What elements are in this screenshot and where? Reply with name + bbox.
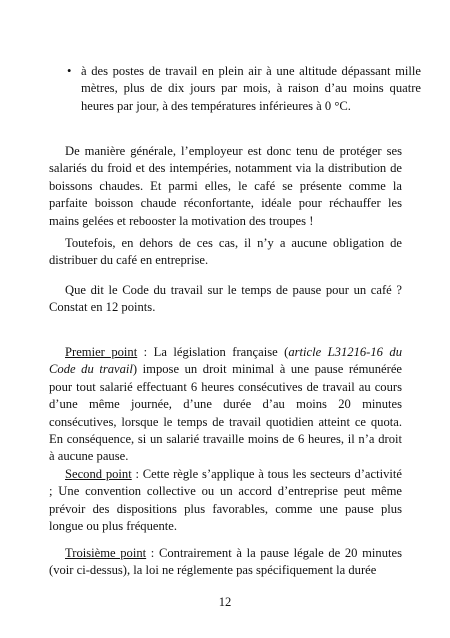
premier-point-label: Premier point: [65, 345, 138, 359]
troisieme-point-text: Contrairement à la pause légale de 20 minutes (voir ci-dessus), la loi ne réglemente pas spécifiquement la durée: [49, 546, 402, 578]
bullet-item: [67, 63, 421, 115]
paragraph-troisieme-point: [49, 545, 402, 580]
premier-point-separator: :: [137, 345, 154, 359]
bullet-marker: •: [67, 64, 72, 78]
paragraph-toutefois: Toutefois, en dehors de ces cas, il n’y a aucune obligation de distribuer du café en entreprise.: [49, 236, 402, 268]
premier-point-text-a: La législation française (: [153, 345, 289, 359]
troisieme-point-separator: :: [146, 546, 159, 560]
paragraph-question: Que dit le Code du travail sur le temps de pause pour un café ? Constat en 12 points.: [49, 283, 402, 315]
paragraph-general: De manière générale, l’employeur est donc tenu de protéger ses salariés du froid et des intempéries, notamment via la distribution de boissons chaudes. Et parmi elles, le café se présente comme la parfaite boisson chaude réconfortante, idéale pour réchauffer les mains gelées et rebooster la motivation des troupes !: [49, 144, 402, 228]
article-reference: article L31216-16 du Code du travail: [49, 345, 403, 377]
bullet-text: à des postes de travail en plein air à une altitude dépassant mille mètres, plus de dix jours par mois, à raison d’au moins quatre heures par jour, à des températures inférieures à 0 °C.: [81, 64, 421, 113]
second-point-separator: :: [131, 467, 143, 481]
premier-point-text-b: ) impose un droit minimal à une pause rémunérée pour tout salarié effectuant 6 heures consécutives de travail au cours d’une même journée, d’une durée d’au moins 20 minutes consécutives, lorsque le temps de travail quotidien atteint ce quota. En conséquence, si un salarié travaille moins de 6 heures, il n’a droit à aucune pause.: [49, 362, 402, 464]
troisieme-point-label: Troisième point: [65, 546, 147, 560]
second-point-label: Second point: [65, 467, 132, 481]
second-point-text: Cette règle s’applique à tous les secteurs d’activité ; Une convention collective ou un accord d’entreprise peut même prévoir des dispositions plus favorables, comme une pause plus longue ou plus fréquente.: [49, 467, 402, 534]
paragraph-second-point: [49, 466, 402, 536]
page-number: 12: [218, 595, 232, 609]
paragraph-premier-point: [49, 344, 402, 466]
